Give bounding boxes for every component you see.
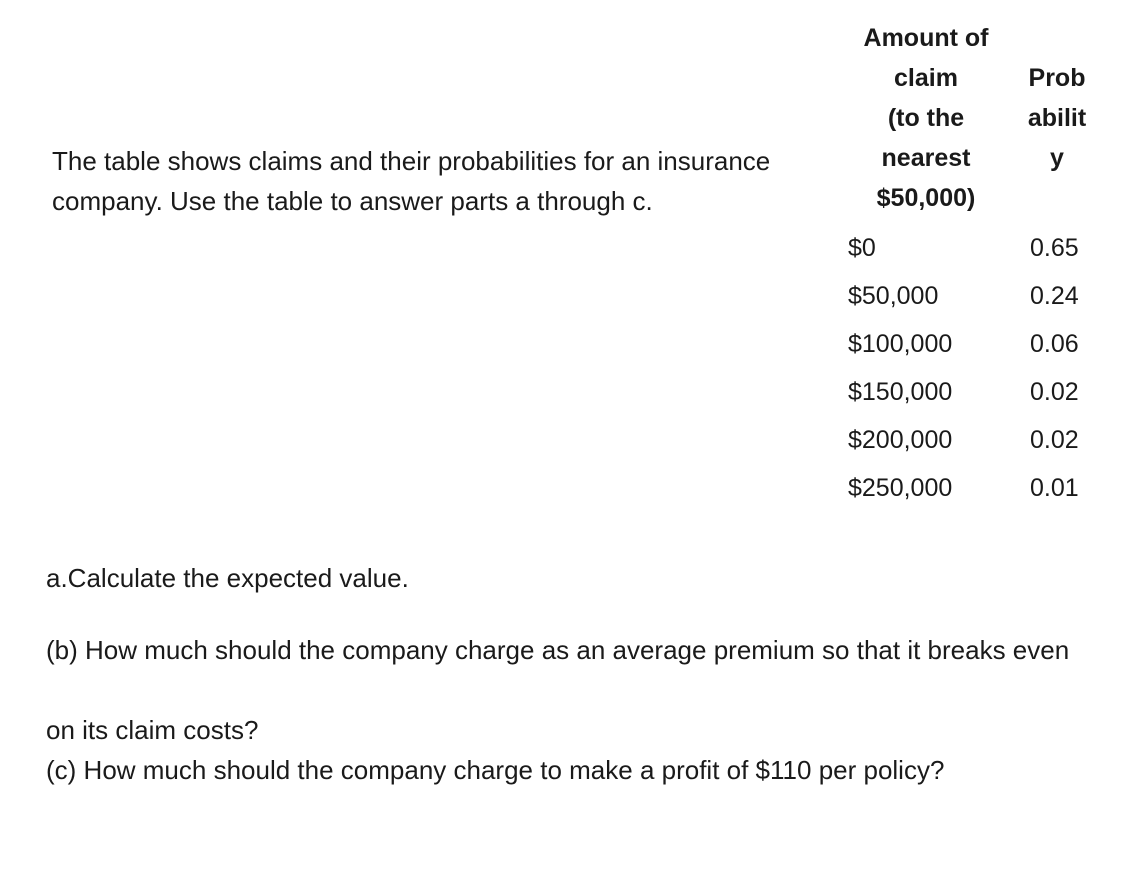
probability-cell: 0.02 [1030,426,1079,454]
claim-amount-cell: $50,000 [848,282,939,310]
table-row [836,416,1094,464]
claim-amount-cell: $0 [848,234,876,262]
probability-column-header [1020,18,1094,224]
prob-header-line: abilit [1027,104,1087,132]
probability-cell: 0.24 [1030,282,1079,310]
amount-column-header [836,18,1020,224]
claim-amount-cell: $150,000 [848,378,953,406]
question-a: a.Calculate the expected value. [46,563,409,593]
table-header-row [836,18,1094,224]
prob-header-line: y [1050,144,1064,172]
header-spacer [1020,178,1094,218]
table-row [836,320,1094,368]
table-row [836,464,1094,512]
question-b-continued: on its claim costs? [46,715,259,745]
probability-cell: 0.65 [1030,234,1079,262]
claim-amount-cell: $100,000 [848,330,953,358]
question-c: (c) How much should the company charge to make a profit of $110 per policy? [46,755,945,785]
claim-amount-cell: $200,000 [848,426,953,454]
prob-header-line: Prob [1028,64,1086,92]
question-b: (b) How much should the company charge as an average premium so that it breaks even [46,635,1070,665]
amount-header-line: Amount of [863,24,989,52]
claims-table [836,18,1094,512]
intro-text: The table shows claims and their probabilities for an insurance company. Use the table to answer parts a through c. [52,146,771,216]
amount-header-line: (to the [887,104,965,132]
claim-amount-cell: $250,000 [848,474,953,502]
table-row [836,272,1094,320]
amount-header-line: nearest [881,144,971,172]
probability-cell: 0.01 [1030,474,1079,502]
amount-header-line: $50,000) [876,184,976,212]
probability-cell: 0.02 [1030,378,1079,406]
amount-header-line: claim [894,64,958,92]
table-row [836,224,1094,272]
probability-cell: 0.06 [1030,330,1079,358]
table-row [836,368,1094,416]
